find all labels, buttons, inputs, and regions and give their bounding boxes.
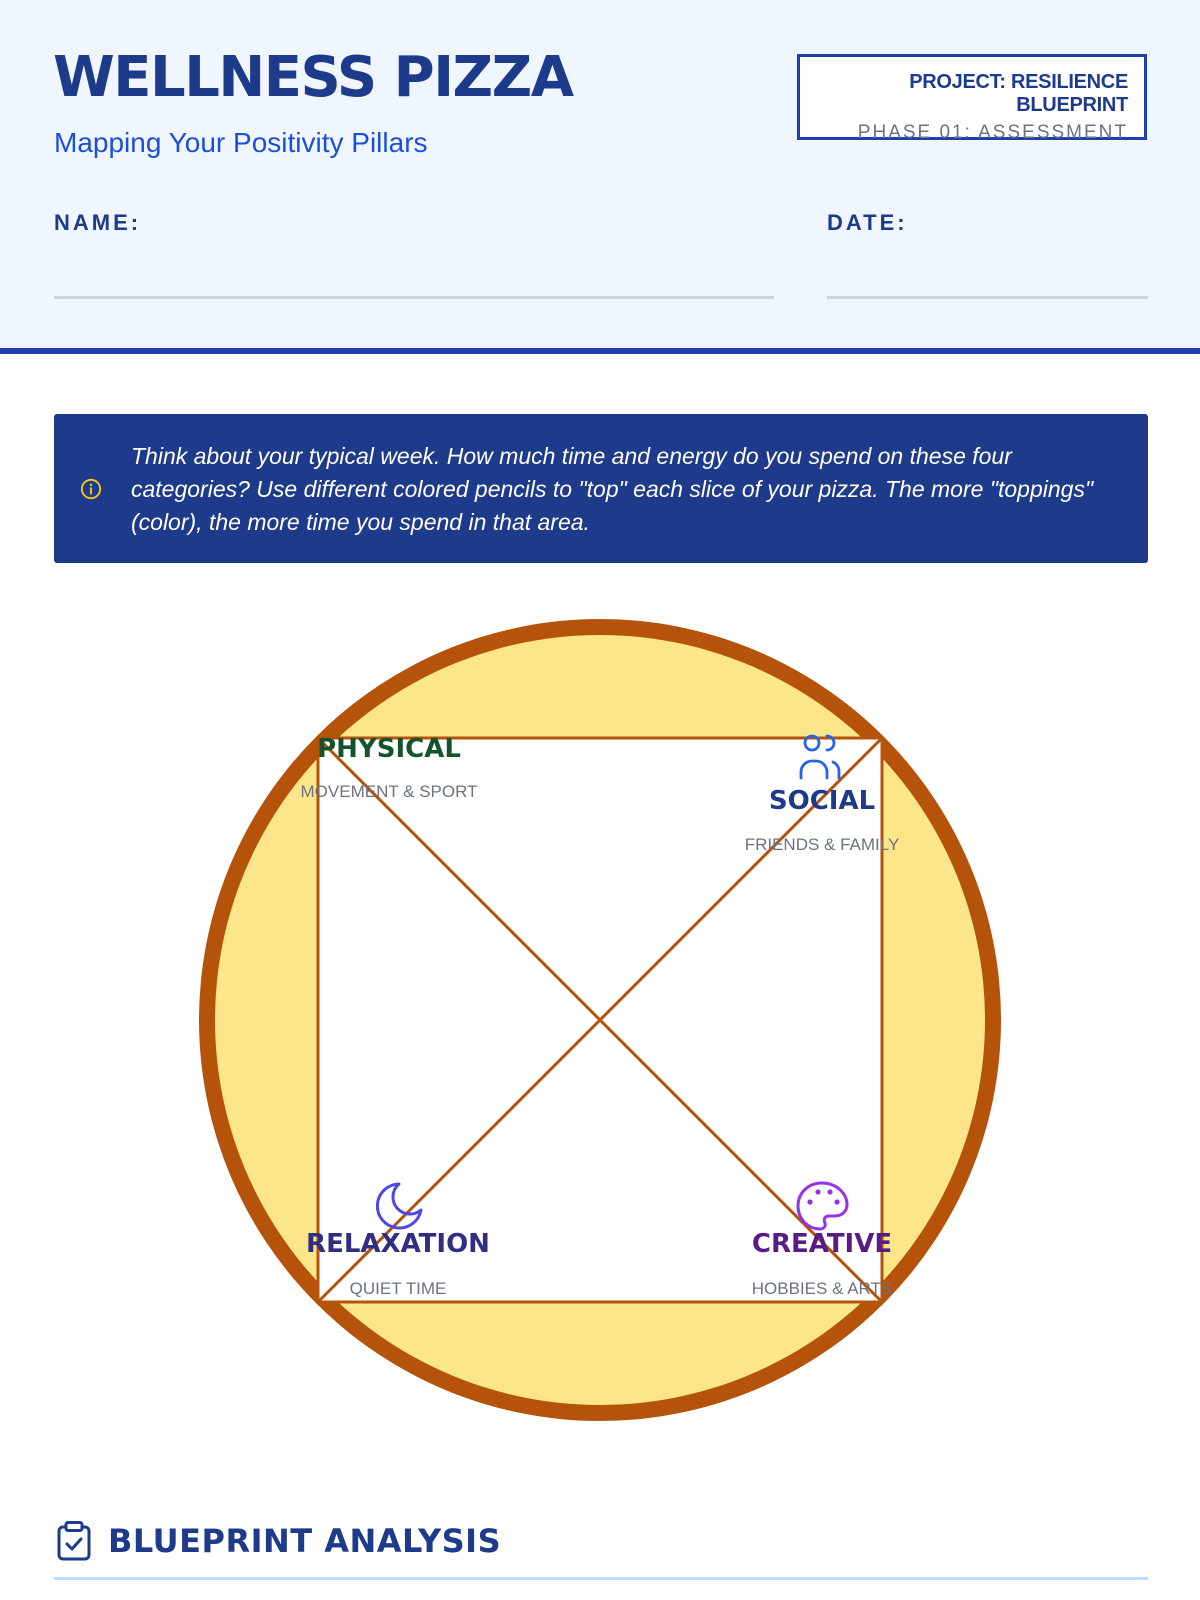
instructions-line: Think about your typical week. How much time and energy do you spend on these four (131, 443, 1012, 469)
slice-creative-subtitle: HOBBIES & ARTS (751, 1279, 893, 1298)
instructions-box (54, 414, 1148, 563)
instructions-text (131, 440, 1131, 539)
slice-physical-subtitle: MOVEMENT & SPORT (300, 782, 478, 801)
slice-relaxation-title: RELAXATION (306, 1229, 490, 1259)
project-badge (797, 54, 1147, 143)
slice-relaxation-subtitle: QUIET TIME (349, 1279, 447, 1298)
instructions-line: categories? Use different colored pencils to "top" each slice of your pizza. The more "toppings" (131, 476, 1094, 502)
analysis-title: BLUEPRINT ANALYSIS (108, 1522, 502, 1560)
header (0, 0, 1200, 354)
name-label: NAME: (54, 210, 142, 235)
slice-creative-title: CREATIVE (751, 1229, 893, 1259)
phase-label: PHASE 01: ASSESSMENT (857, 122, 1128, 143)
slice-physical-title: PHYSICAL (317, 734, 461, 764)
slice-social-title: SOCIAL (768, 786, 876, 816)
instructions-line: (color), the more time you spend in that area. (131, 509, 590, 535)
page-title: WELLNESS PIZZA (53, 45, 573, 110)
divider (54, 1577, 1148, 1580)
wellness-pizza (180, 600, 1020, 1440)
date-label: DATE: (827, 210, 908, 235)
name-field[interactable] (54, 296, 774, 299)
clipboard-check-icon (56, 1521, 92, 1561)
slice-social-subtitle: FRIENDS & FAMILY (744, 835, 900, 854)
date-field[interactable] (827, 296, 1148, 299)
info-icon (80, 478, 102, 500)
project-name: PROJECT: RESILIENCE BLUEPRINT (909, 71, 1128, 116)
page-subtitle: Mapping Your Positivity Pillars (54, 127, 428, 158)
